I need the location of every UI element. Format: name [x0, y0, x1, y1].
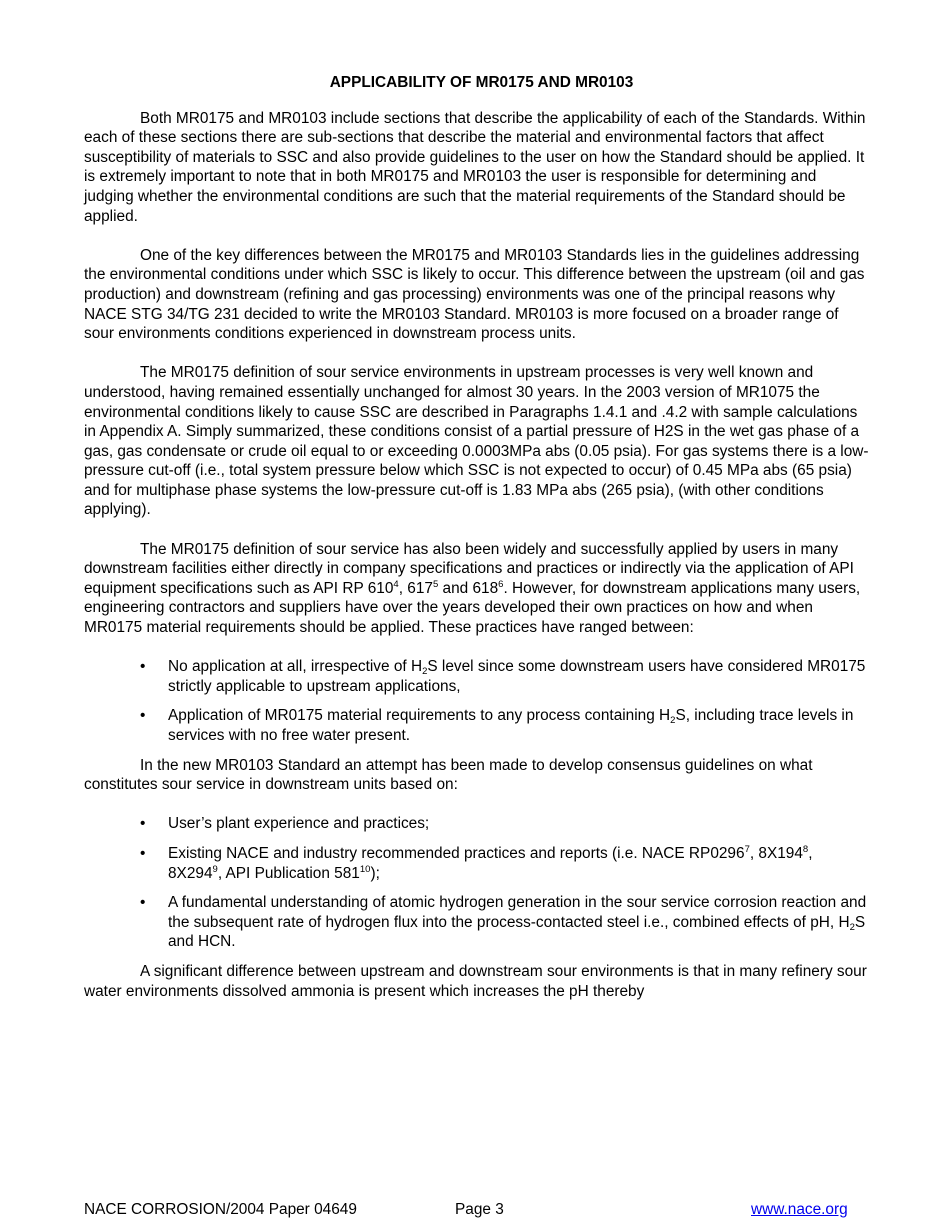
ref-4: 4	[393, 578, 399, 590]
footer-website-link[interactable]: www.nace.org	[751, 1201, 848, 1218]
bullet-icon: •	[140, 894, 146, 912]
bullet-icon: •	[140, 815, 146, 833]
bullet-icon: •	[140, 707, 146, 725]
paragraph-3: The MR0175 definition of sour service environments in upstream processes is very well known and understood, having remained essentially unchanged for almost 30 years. In the 2003 version of MR1075 the environmental conditions likely to cause SSC are described in Paragraphs 1.4.1 and .4.2 with sample calculations in Appendix A. Simply summarized, these conditions consist of a partial pressure of H2S in the wet gas phase of a gas, gas condensate or crude oil equal to or exceeding 0.0003MPa abs (0.05 psia). For gas systems there is a low-pressure cut-off (i.e., total system pressure below which SSC is not expected to occur) of 0.45 MPa abs (65 psia) and for multiphase phase systems the low-pressure cut-off is 1.83 MPa abs (265 psia), (with other conditions applying).	[84, 364, 869, 519]
paragraph-1: Both MR0175 and MR0103 include sections that describe the applicability of each of the Standards. Within each of these sections there are sub-sections that describe the material and environmental factors that affect susceptibility of materials to SSC and also provide guidelines to the user on how the Standard should be applied. It is extremely important to note that in both MR0175 and MR0103 the user is responsible for determining and judging whether the environmental conditions are such that the material requirements of the Standard should be applied.	[84, 109, 866, 225]
list-item: • Application of MR0175 material requirements to any process containing $H_2S$, including trace levels in services with no free water present.	[140, 707, 854, 744]
paragraph-4: The MR0175 definition of sour service has also been widely and successfully applied by users in many downstream facilities either directly in company specifications and practices or indirectly via the application of API equipment specifications such as API RP $610^4$, $617^5$ and $618^6$. However, for downstream applications many users, engineering contractors and suppliers have over the years developed their own practices on how and when MR0175 material requirements should be applied. These practices have ranged between:	[84, 540, 861, 637]
footer-paper-id: NACE CORROSION/2004 Paper 04649	[84, 1201, 357, 1218]
section-title: APPLICABILITY OF MR0175 AND MR0103	[329, 74, 634, 91]
list-item: • A fundamental understanding of atomic hydrogen generation in the sour service corrosion reaction and the subsequent rate of hydrogen flux into the process-contacted steel i.e., combined effects of pH, $H_2S$ and HCN.	[140, 894, 867, 951]
ref-6: 6	[498, 578, 504, 590]
guidelines-list	[84, 814, 869, 952]
footer-page-number: Page 3	[455, 1201, 504, 1218]
paragraph-6: A significant difference between upstream and downstream sour environments is that in many refinery sour water environments dissolved ammonia is present which increases the pH thereby	[84, 962, 867, 1000]
paragraph-2: One of the key differences between the MR0175 and MR0103 Standards lies in the guidelines addressing the environmental conditions under which SSC is likely to occur. This difference between the upstream (oil and gas production) and downstream (refining and gas processing) environments was one of the principal reasons why NACE STG 34/TG 231 decided to write the MR0103 Standard. MR0103 is more focused on a broader range of sour environments conditions experienced in downstream process units.	[84, 246, 865, 343]
list-item: • No application at all, irrespective of $H_2S$ level since some downstream users have considered MR0175 strictly applicable to upstream applications,	[140, 658, 866, 695]
practices-list	[84, 657, 869, 745]
bullet-icon: •	[140, 658, 146, 676]
bullet-icon: •	[140, 844, 146, 862]
list-item: • User’s plant experience and practices;	[140, 815, 430, 833]
paragraph-5: In the new MR0103 Standard an attempt has been made to develop consensus guidelines on what constitutes sour service in downstream units based on:	[84, 756, 813, 794]
ref-5: 5	[432, 578, 439, 590]
list-item: • Existing NACE and industry recommended practices and reports (i.e. NACE RP0296$^7$, $8X194^8$, $8X294^9$, API Publication $581^{10}$);	[140, 843, 813, 882]
page-body	[84, 73, 869, 1021]
